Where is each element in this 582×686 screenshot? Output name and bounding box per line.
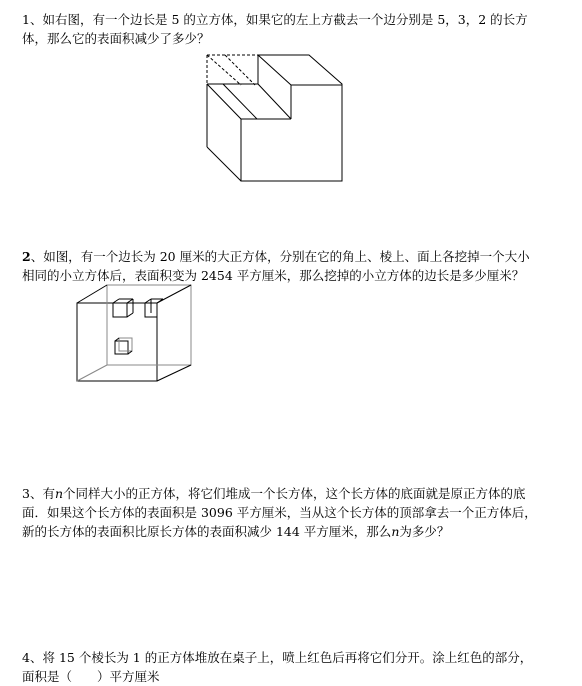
question-text-part-2: 个同样大小的正方体，将它们堆成一个长方体，这个长方体的底面就是原正方体的底面．如果这个长方体的表面积是 3096 平方厘米，当从这个长方体的顶部拿去一个正方体后，新的长方体的表面积比原长方体的表面积减少 144 平方厘米，那么 xyxy=(22,486,537,539)
question-4 xyxy=(22,648,542,686)
question-text: 如图，有一个边长为 20 厘米的大正方体，分别在它的角上、棱上、面上各挖掉一个大小相同的小立方体后，表面积变为 2454 平方厘米，那么挖掉的小立方体的边长是多少厘米？ xyxy=(22,249,530,283)
question-text: 如右图，有一个边长是 5 的立方体，如果它的左上方截去一个边分别是 5，3，2 的长方体，那么它的表面积减少了多少？ xyxy=(22,12,528,46)
question-separator: 、 xyxy=(30,249,44,264)
question-separator: 、 xyxy=(29,486,43,501)
question-separator: 、 xyxy=(29,650,43,665)
question-text-line-1: 将 15 个棱长为 1 的正方体堆放在桌子上，喷上红色后再将它们分开。涂上红色的部分， xyxy=(42,650,533,665)
variable-n: n xyxy=(54,486,64,501)
question-3 xyxy=(22,484,542,541)
variable-n: n xyxy=(391,524,400,539)
question-number: 3 xyxy=(22,486,30,501)
question-2 xyxy=(22,247,542,285)
question-separator: 、 xyxy=(29,12,43,27)
figure-cut-cube xyxy=(195,50,345,186)
question-1 xyxy=(22,10,542,48)
question-text-part-3: 为多少？ xyxy=(399,524,450,539)
question-text-part-1: 有 xyxy=(42,486,55,501)
question-number: 2 xyxy=(22,249,31,264)
question-number: 1 xyxy=(22,12,30,27)
question-number: 4 xyxy=(22,650,30,665)
question-text-line-2: 面积是（ ）平方厘米 xyxy=(22,669,160,684)
figure-hollowed-cube xyxy=(75,283,195,385)
